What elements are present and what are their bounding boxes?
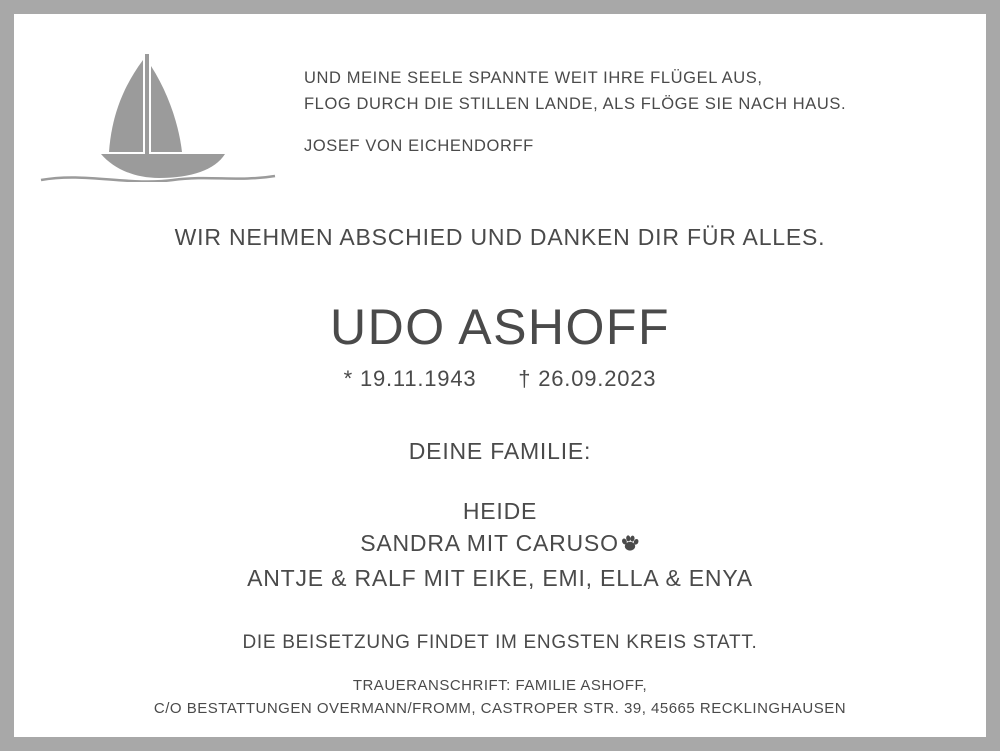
farewell-text: WIR NEHMEN ABSCHIED UND DANKEN DIR FÜR ALLES. [174,224,826,250]
family-member-label: SANDRA MIT CARUSO [360,530,619,557]
paw-print-icon [620,529,640,562]
emblem-area [14,36,304,182]
family-list [14,495,986,595]
death-date: 26.09.2023 [538,365,657,391]
family-member: HEIDE [462,497,538,524]
quote-block [304,36,986,156]
footer-line-2: C/O BESTATTUNGEN OVERMANN/FROMM, CASTROPER STR. 39, 45665 RECKLINGHAUSEN [153,699,847,717]
family-label: DEINE FAMILIE: [408,437,592,464]
notice-header [14,14,986,182]
quote-line-2: FLOG DURCH DIE STILLEN LANDE, ALS FLÖGE SIE NACH HAUS. [304,94,847,113]
deceased-name: UDO ASHOFF [329,299,671,355]
quote-line-1: UND MEINE SEELE SPANNTE WEIT IHRE FLÜGEL AUS, [304,69,763,87]
footer-line-1: TRAUERANSCHRIFT: FAMILIE ASHOFF, [352,676,648,694]
birth-symbol: * [343,365,354,391]
life-dates [14,366,986,392]
notice-footer [14,674,986,721]
family-member [14,527,986,562]
sailboat-icon [39,42,279,182]
notice-body [14,224,986,654]
death-symbol: † [518,365,532,391]
burial-note: DIE BEISETZUNG FINDET IM ENGSTEN KREIS STATT. [242,632,758,654]
birth-date: 19.11.1943 [359,365,477,391]
family-member: ANTJE & RALF MIT EIKE, EMI, ELLA & ENYA [247,564,753,591]
obituary-inner [14,14,986,737]
quote-author: JOSEF VON EICHENDORFF [304,137,534,156]
